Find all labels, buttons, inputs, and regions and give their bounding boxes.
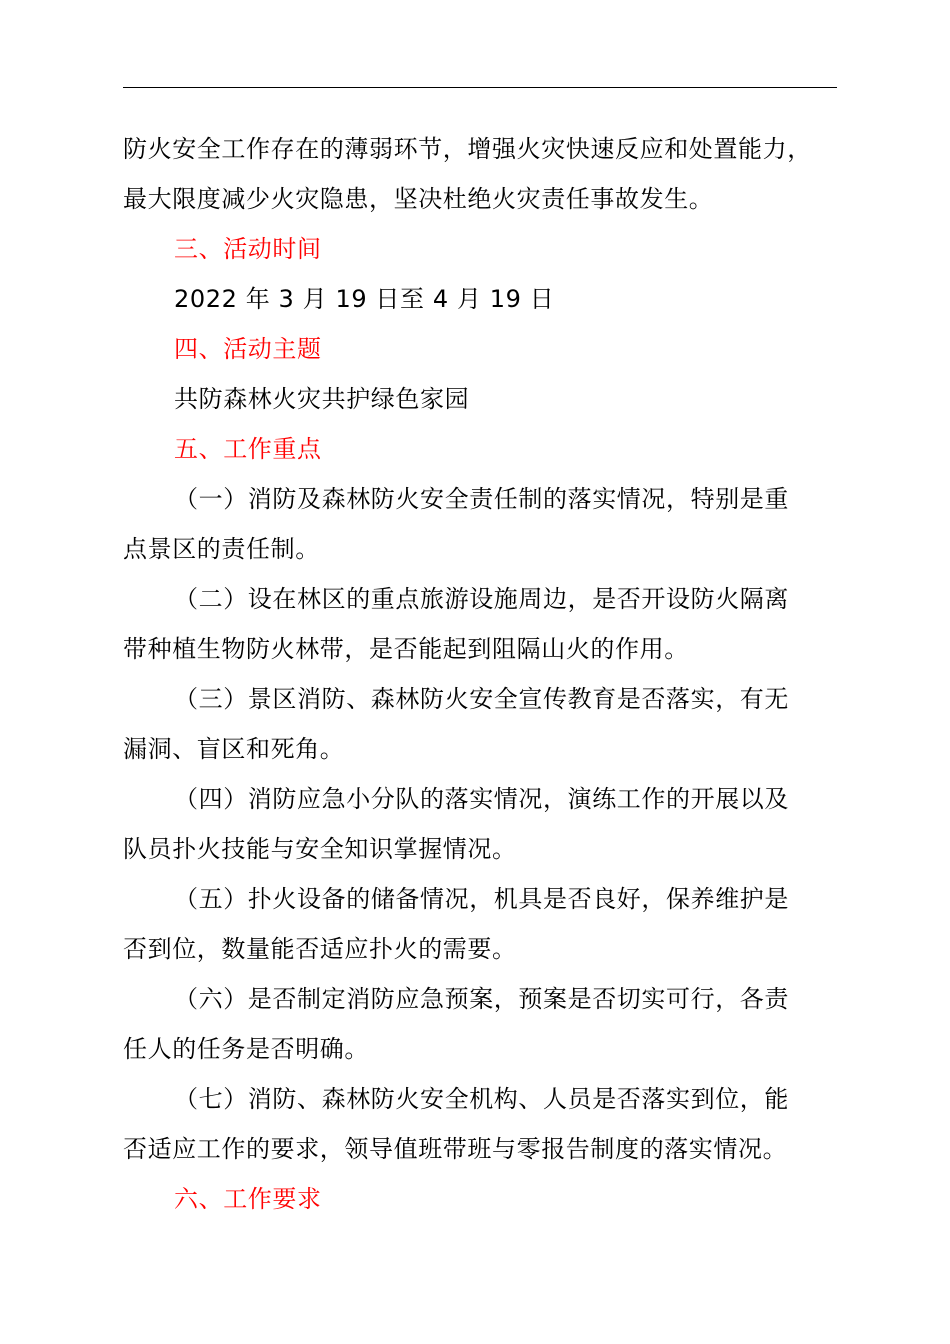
focus-item-7-line1: （七）消防、森林防火安全机构、人员是否落实到位，能 [174,1085,789,1113]
focus-item-5-line1: （五）扑火设备的储备情况，机具是否良好，保养维护是 [174,885,789,913]
focus-item-4-line2: 队员扑火技能与安全知识掌握情况。 [123,835,517,863]
paragraph-line: 最大限度减少火灾隐患，坚决杜绝火灾责任事故发生。 [123,185,714,213]
focus-item-1-line1: （一）消防及森林防火安全责任制的落实情况，特别是重 [174,485,789,513]
focus-item-2-line2: 带种植生物防火林带，是否能起到阻隔山火的作用。 [123,635,689,663]
focus-item-6-line1: （六）是否制定消防应急预案，预案是否切实可行，各责 [174,985,789,1013]
paragraph-line: 防火安全工作存在的薄弱环节，增强火灾快速反应和处置能力， [123,135,812,163]
focus-item-3-line1: （三）景区消防、森林防火安全宣传教育是否落实，有无 [174,685,789,713]
activity-theme-text: 共防森林火灾共护绿色家园 [174,385,470,413]
focus-item-3-line2: 漏洞、盲区和死角。 [123,735,345,763]
focus-item-1-line2: 点景区的责任制。 [123,535,320,563]
activity-time-text: 2022 年 3 月 19 日至 4 月 19 日 [174,285,555,313]
section-heading-work-requirements: 六、工作要求 [174,1185,322,1213]
focus-item-6-line2: 任人的任务是否明确。 [123,1035,369,1063]
section-heading-work-focus: 五、工作重点 [174,435,322,463]
header-rule [123,87,837,88]
section-heading-activity-theme: 四、活动主题 [174,335,322,363]
focus-item-5-line2: 否到位，数量能否适应扑火的需要。 [123,935,517,963]
focus-item-7-line2: 否适应工作的要求，领导值班带班与零报告制度的落实情况。 [123,1135,788,1163]
focus-item-4-line1: （四）消防应急小分队的落实情况，演练工作的开展以及 [174,785,789,813]
focus-item-2-line1: （二）设在林区的重点旅游设施周边，是否开设防火隔离 [174,585,789,613]
section-heading-activity-time: 三、活动时间 [174,235,322,263]
